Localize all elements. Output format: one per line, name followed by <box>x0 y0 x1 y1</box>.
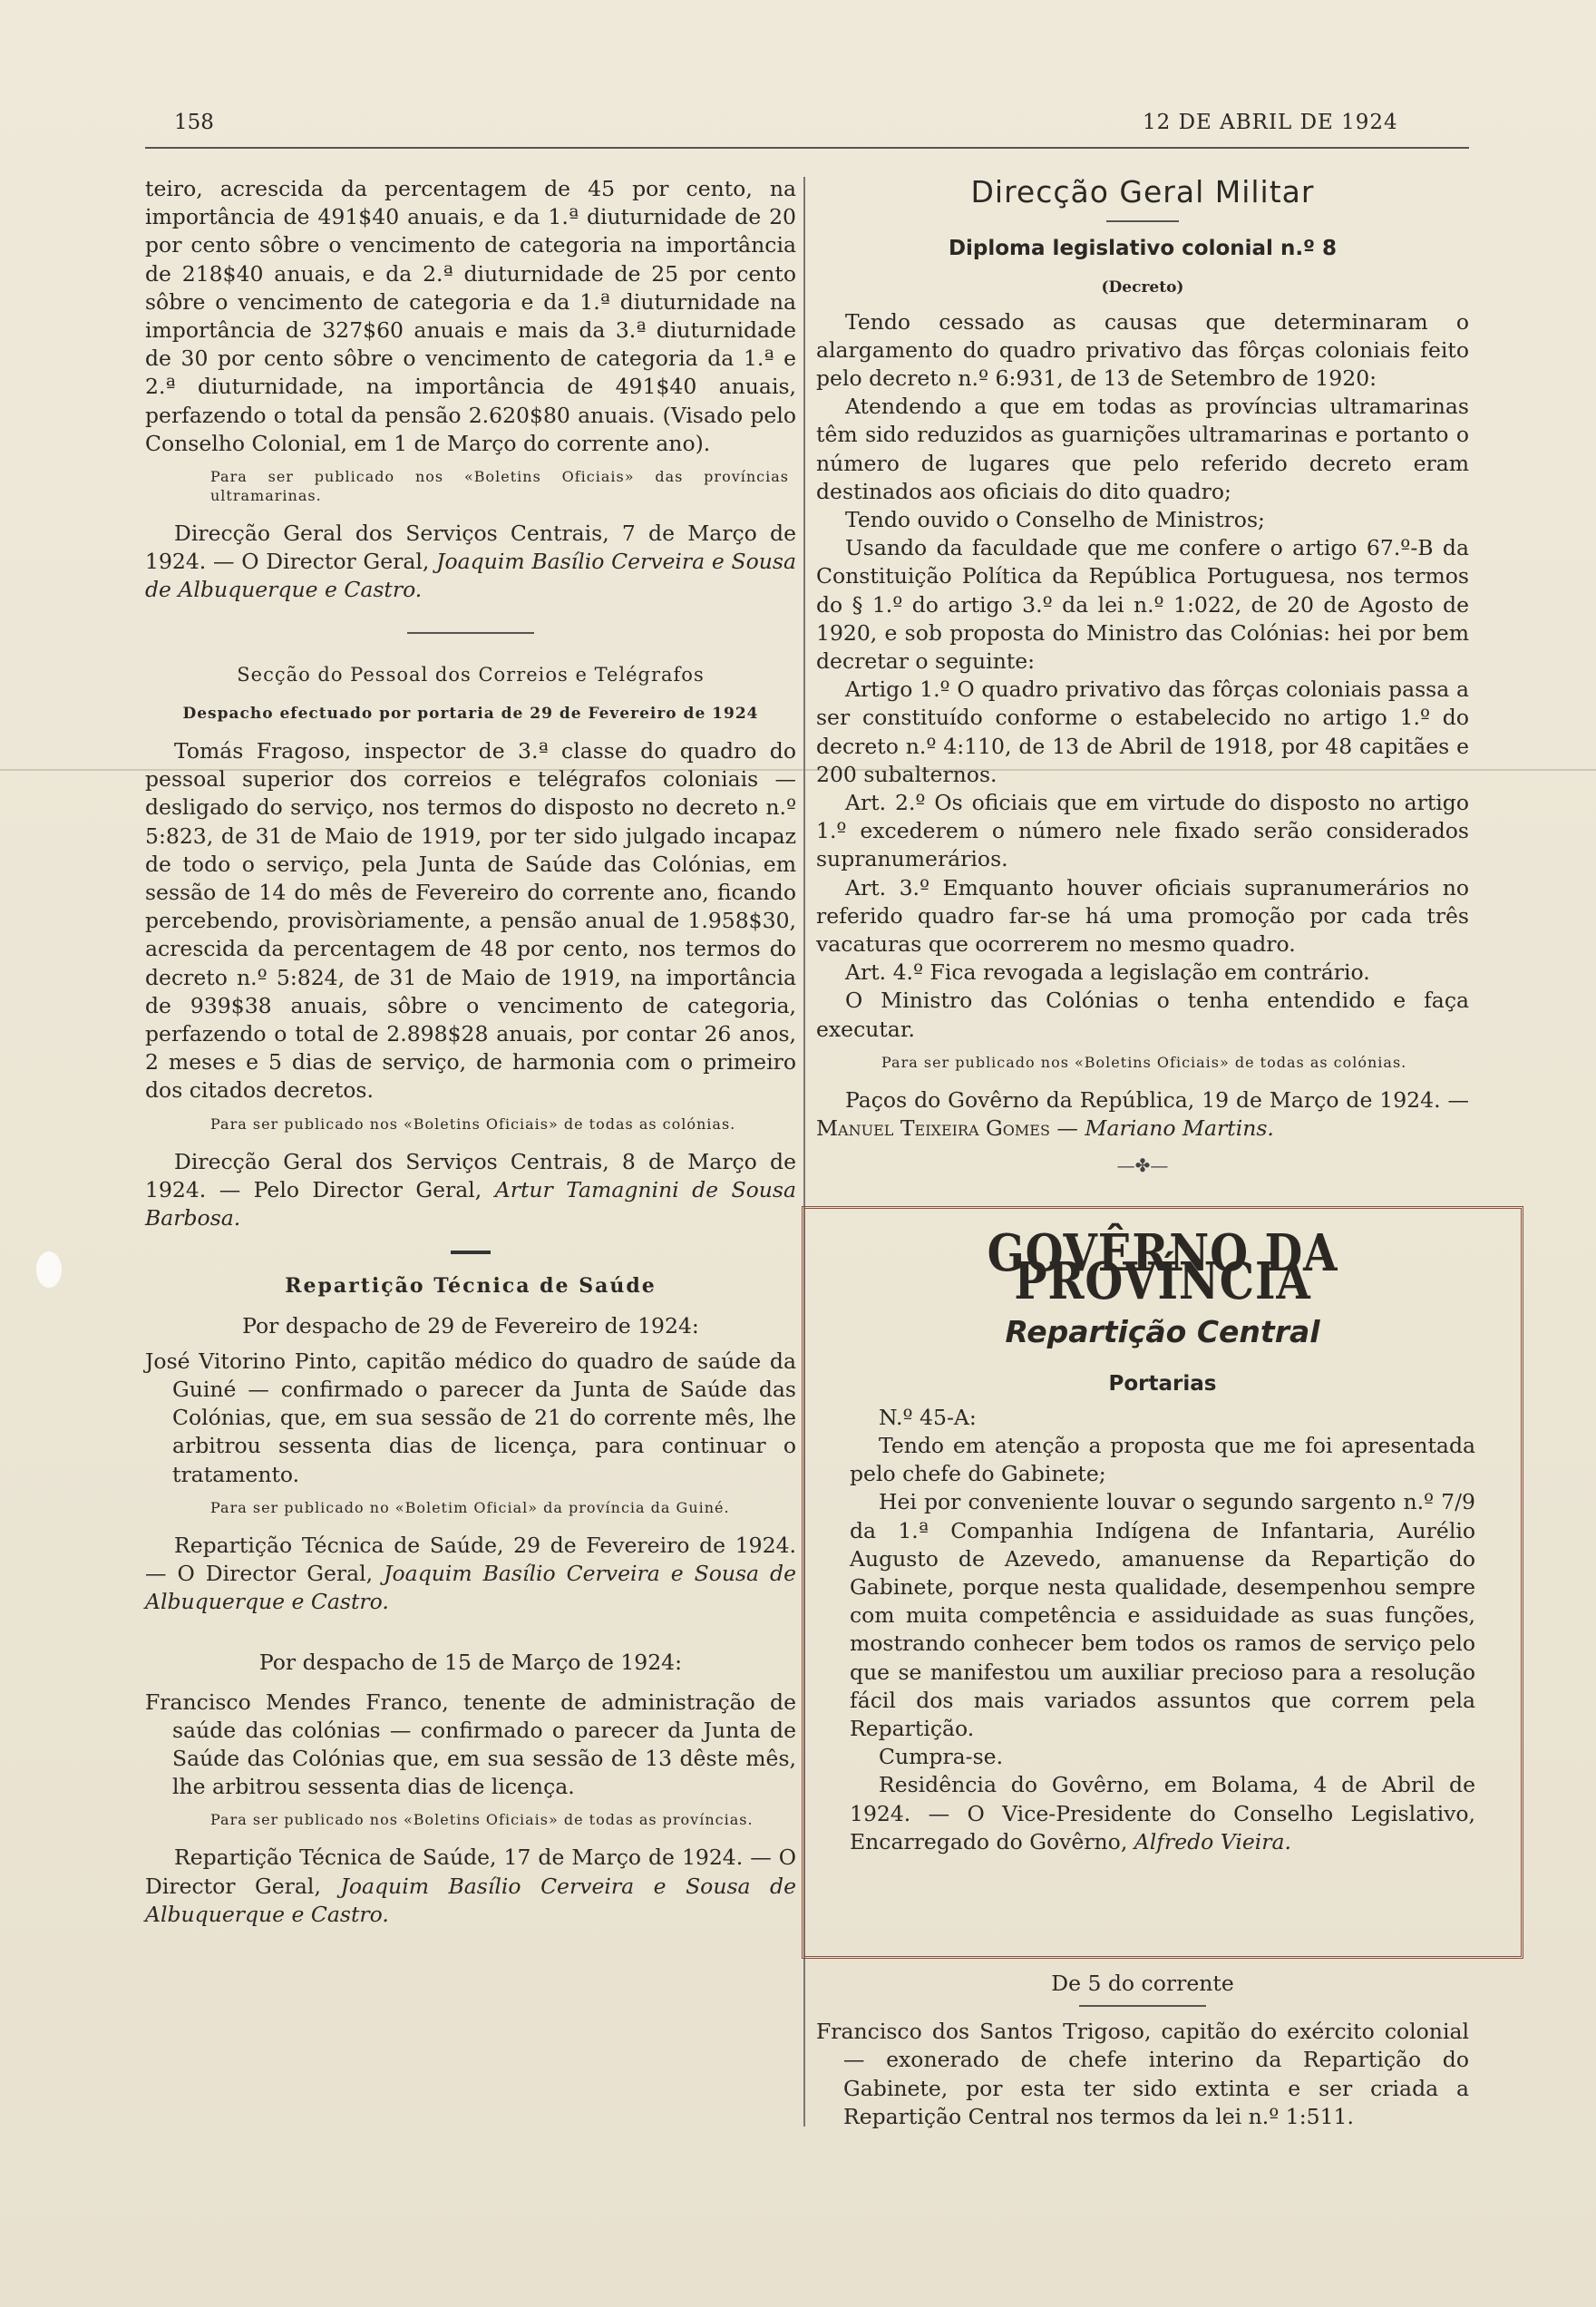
paragraph: Francisco dos Santos Trigoso, capitão do exército colonial — exonerado de chefe interino da Repartição do Gabinete, por esta ter sido extinta e ser criada a Repartição Central nos termos da lei n.º 1:511. <box>816 2019 1469 2129</box>
paragraph: teiro, acrescida da percentagem de 45 por cento, na importância de 491$40 anuais, e da 1.ª diuturnidade de 20 por cento sôbre o vencimento de categoria na importância de 218$40 anuais, e da 2.ª diuturnidade de 25 por cento sôbre o vencimento de categoria e da 1.ª diuturnidade na importância de 327$60 anuais e mais da 3.ª diuturnidade de 30 por cento sôbre o vencimento de categoria da 1.ª e 2.ª diuturnidade, na importância de 491$40 anuais, perfazendo o total da pensão 2.620$80 anuais. (Visado pelo Conselho Colonial, em 1 de Março do corrente ano). <box>145 176 796 456</box>
paragraph: José Vitorino Pinto, capitão médico do quadro de saúde da Guiné — confirmado o parecer da Junta de Saúde das Colónias, que, em sua sessão de 21 do corrente mês, lhe arbitrou sessenta dias de licença, para continuar o tratamento. <box>145 1348 796 1487</box>
portaria-number: N.º 45-A: <box>879 1404 977 1430</box>
publication-note: Para ser publicado nos «Boletins Oficiais» de todas as colónias. <box>210 1115 736 1133</box>
signature: Residência do Govêrno, em Bolama, 4 de Abril de 1924. — O Vice-Presidente do Conselho Legislativo, Encarregado do Govêrno, Alfredo Vieira. <box>850 1772 1475 1854</box>
paragraph: Cumpra-se. <box>879 1744 1004 1770</box>
separator <box>1079 2005 1206 2007</box>
paragraph: Usando da faculdade que me confere o artigo 67.º-B da Constituição Política da República Portuguesa, nos termos do § 1.º do artigo 3.º da lei n.º 1:022, de 20 de Agosto de 1920, e sob proposta do Ministro das Colónias: hei por bem decretar o seguinte: <box>816 535 1469 675</box>
section-heading: Repartição Técnica de Saúde <box>285 1274 657 1299</box>
diploma-title: Diploma legislativo colonial n.º 8 <box>948 237 1338 261</box>
publication-note: Para ser publicado nos «Boletins Oficiais» de todas as províncias. <box>210 1811 754 1829</box>
signature: Direcção Geral dos Serviços Centrais, 8 de Março de 1924. — Pelo Director Geral, Artur Tamagnini de Sousa Barbosa. <box>145 1148 796 1231</box>
page-date: 12 DE ABRIL DE 1924 <box>1143 111 1398 134</box>
ornament: —✤— <box>1116 1154 1169 1177</box>
right-column <box>816 174 1469 1181</box>
portarias-heading: Portarias <box>1108 1371 1217 1396</box>
despacho-line: Por despacho de 15 de Março de 1924: <box>258 1650 683 1676</box>
right-column-bottom <box>816 1970 1469 2131</box>
despacho-heading: Despacho efectuado por portaria de 29 de Fevereiro de 1924 <box>182 704 759 723</box>
signature: Direcção Geral dos Serviços Centrais, 7 de Março de 1924. — O Director Geral, Joaquim Basílio Cerveira e Sousa de Albuquerque e Castro. <box>145 521 796 603</box>
separator <box>451 1251 491 1254</box>
paragraph: O Ministro das Colónias o tenha entendido e faça executar. <box>816 988 1469 1042</box>
paragraph: Art. 3.º Emquanto houver oficiais supranumerários no referido quadro far-se há uma promoção por cada três vacaturas que ocorrerem no mesmo quadro. <box>816 874 1469 958</box>
separator <box>1106 220 1179 222</box>
signature: Paços do Govêrno da República, 19 de Março de 1924. — Manuel Teixeira Gomes — Mariano Martins. <box>816 1086 1469 1142</box>
page-number: 158 <box>174 111 214 134</box>
paragraph: Art. 2.º Os oficiais que em virtude do disposto no artigo 1.º excederem o número nele fixado serão considerados supranumerários. <box>816 790 1469 872</box>
paragraph: Tendo ouvido o Conselho de Ministros; <box>845 507 1265 533</box>
paragraph: Artigo 1.º O quadro privativo das fôrças coloniais passa a ser constituído conforme o estabelecido no artigo 1.º do decreto n.º 4:110, de 13 de Abril de 1918, por 48 capitães e 200 subalternos. <box>816 677 1469 787</box>
paragraph: Tendo cessado as causas que determinaram o alargamento do quadro privativo das fôrças coloniais feito pelo decreto n.º 6:931, de 13 de Setembro de 1920: <box>816 308 1469 392</box>
section-heading: Secção do Pessoal dos Correios e Telégrafos <box>237 663 705 686</box>
paragraph: Tomás Fragoso, inspector de 3.ª classe do quadro do pessoal superior dos correios e telégrafos coloniais — desligado do serviço, nos termos do disposto no decreto n.º 5:823, de 31 de Maio de 1919, por ter sido julgado incapaz de todo o serviço, pela Junta de Saúde das Colónias, em sessão de 14 do mês de Fevereiro do corrente ano, ficando percebendo, provisòriamente, a pensão anual de 1.958$30, acrescida da percentagem de 48 por cento, nos termos do decreto n.º 5:824, de 31 de Maio de 1919, na importância de 939$38 anuais, sôbre o vencimento de categoria, perfazendo o total de 2.898$28 anuais, por contar 26 anos, 2 meses e 5 dias de serviço, de harmonia com o primeiro dos citados decretos. <box>145 738 796 1104</box>
paragraph: Tendo em atenção a proposta que me foi apresentada pelo chefe do Gabinete; <box>850 1433 1475 1487</box>
signature: Repartição Técnica de Saúde, 17 de Março de 1924. — O Director Geral, Joaquim Basílio Cerveira e Sousa de Albuquerque e Castro. <box>145 1845 796 1927</box>
signature: Repartição Técnica de Saúde, 29 de Fevereiro de 1924. — O Director Geral, Joaquim Basílio Cerveira e Sousa de Albuquerque e Castro. <box>145 1532 796 1615</box>
header-rule <box>145 147 1469 149</box>
paragraph: Atendendo a que em todas as províncias ultramarinas têm sido reduzidos as guarnições ultramarinas e portanto o número de lugares que pelo referido decreto eram destinados aos oficiais do dito quadro; <box>816 394 1469 504</box>
despacho-line: Por despacho de 29 de Fevereiro de 1924: <box>242 1312 699 1338</box>
paragraph: Hei por conveniente louvar o segundo sargento n.º 7/9 da 1.ª Companhia Indígena de Infantaria, Aurélio Augusto de Azevedo, amanuense da Repartição do Gabinete, porque nesta qualidade, desempenhou sempre com muita competência e assiduidade as suas funções, mostrando conhecer bem todos os ramos de serviço pelo que se manifestou um auxiliar precioso para a resolução fácil dos mais variados assuntos que correm pela Repartição. <box>850 1489 1475 1742</box>
reparticao-title: Repartição Central <box>1005 1314 1320 1350</box>
section-title: Direcção Geral Militar <box>970 174 1315 209</box>
publication-note: Para ser publicado no «Boletim Oficial» da província da Guiné. <box>210 1498 730 1516</box>
governo-title: GOVÊRNO DA PROVÍNCIA <box>987 1223 1338 1312</box>
decreto-label: (Decreto) <box>1101 278 1184 297</box>
publication-note: Para ser publicado nos «Boletins Oficiais» de todas as colónias. <box>881 1053 1407 1071</box>
governo-box <box>802 1206 1523 1959</box>
paragraph: Francisco Mendes Franco, tenente de administração de saúde das colónias — confirmado o parecer da Junta de Saúde das Colónias que, em sua sessão de 13 dêste mês, lhe arbitrou sessenta dias de licença. <box>145 1689 796 1800</box>
publication-note: Para ser publicado nos «Boletins Oficiais» das províncias ultramarinas. <box>210 468 789 505</box>
date-heading: De 5 do corrente <box>1051 1971 1234 1996</box>
left-column <box>145 175 796 1929</box>
separator <box>407 632 534 634</box>
paragraph: Art. 4.º Fica revogada a legislação em contrário. <box>845 959 1370 986</box>
binding-hole <box>36 1251 62 1288</box>
